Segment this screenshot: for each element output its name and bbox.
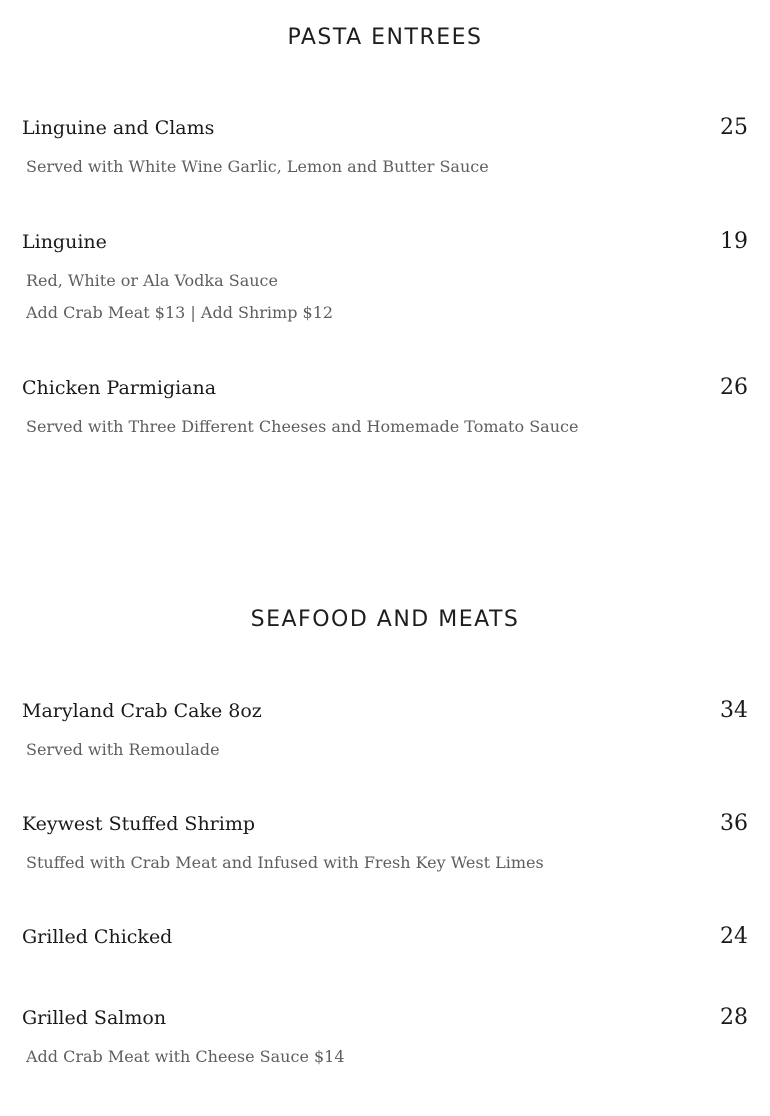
item-price: 36: [720, 811, 748, 836]
item-description: Served with White Wine Garlic, Lemon and Butter Sauce: [26, 157, 489, 176]
section-title-seafood-and-meats: SEAFOOD AND MEATS: [250, 607, 520, 632]
item-price: 19: [720, 229, 748, 254]
item-name: Grilled Salmon: [22, 1007, 167, 1029]
item-description: Red, White or Ala Vodka Sauce: [26, 271, 278, 290]
item-name: Linguine: [22, 231, 107, 253]
menu-item-keywest-stuffed-shrimp: [22, 813, 748, 879]
item-price: 28: [720, 1005, 748, 1030]
menu-item-maryland-crab-cake: [22, 700, 748, 766]
item-price: 34: [720, 698, 748, 723]
item-price: 25: [720, 115, 748, 140]
item-description: Served with Three Different Cheeses and Homemade Tomato Sauce: [26, 417, 579, 436]
menu-item-linguine: [22, 231, 748, 329]
item-description: Add Crab Meat with Cheese Sauce $14: [26, 1047, 345, 1066]
item-name: Keywest Stuffed Shrimp: [22, 813, 256, 835]
item-name: Chicken Parmigiana: [22, 377, 217, 399]
item-description: Served with Remoulade: [26, 740, 220, 759]
section-title-pasta-entrees: PASTA ENTREES: [287, 25, 483, 50]
menu-item-grilled-salmon: [22, 1007, 748, 1073]
item-description-addons: Add Crab Meat $13 | Add Shrimp $12: [26, 303, 334, 322]
item-name: Grilled Chicked: [22, 926, 173, 948]
item-description: Stuffed with Crab Meat and Infused with Fresh Key West Limes: [26, 853, 544, 872]
item-name: Linguine and Clams: [22, 117, 215, 139]
item-name: Maryland Crab Cake 8oz: [22, 700, 262, 722]
menu-item-grilled-chicked: [22, 926, 748, 954]
menu-item-chicken-parmigiana: [22, 377, 748, 443]
item-price: 24: [720, 924, 748, 949]
menu-item-linguine-and-clams: [22, 117, 748, 183]
item-price: 26: [720, 375, 748, 400]
